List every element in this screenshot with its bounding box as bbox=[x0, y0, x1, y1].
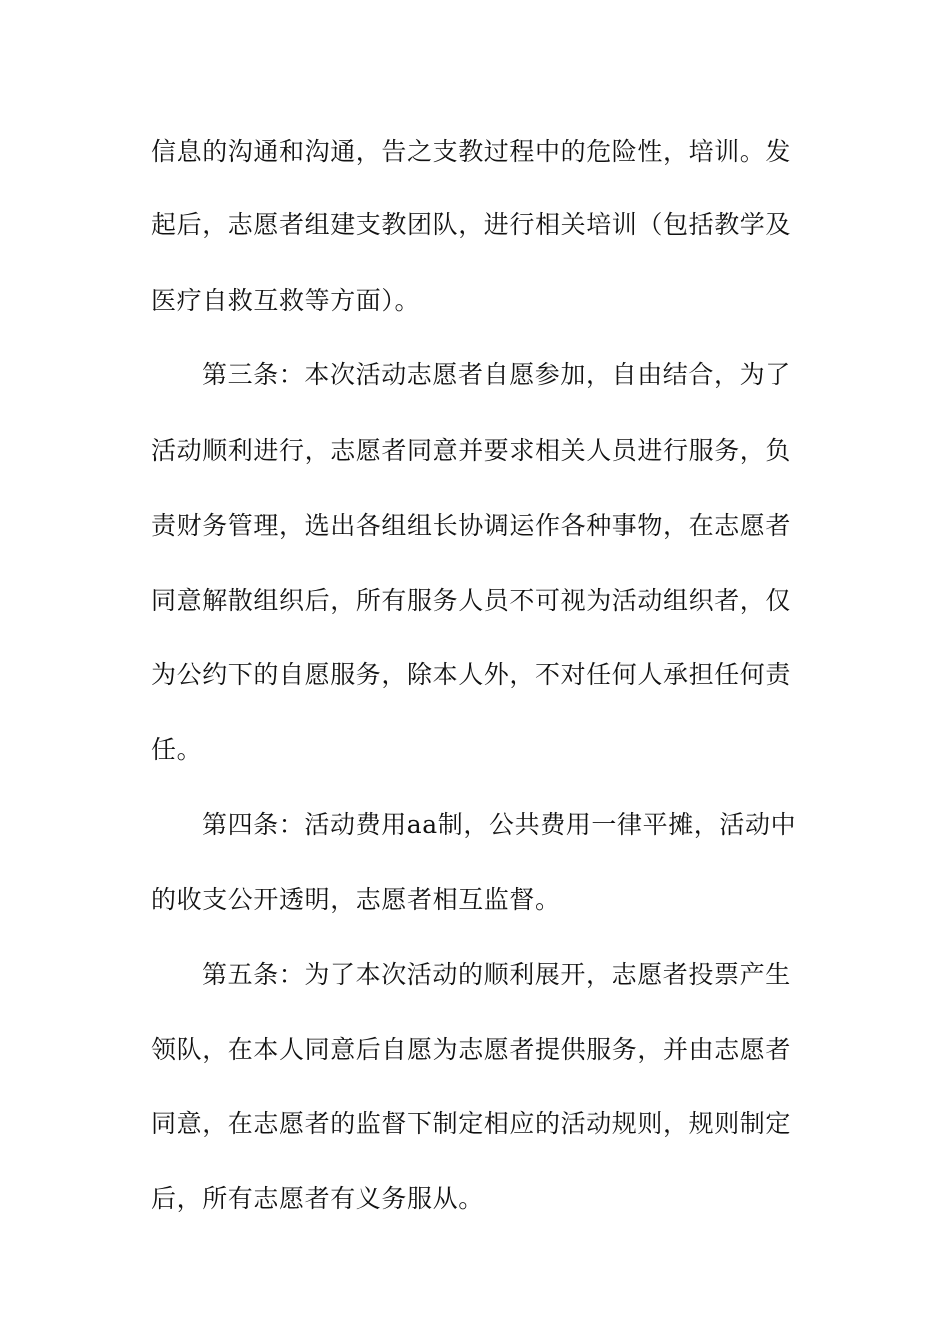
paragraph-line: 信息的沟通和沟通，告之支教过程中的危险性，培训。发 bbox=[151, 137, 792, 166]
paragraph-line: 任。 bbox=[151, 735, 203, 764]
article-4-first-line: 第四条：活动费用aa制，公共费用一律平摊，活动中 bbox=[202, 810, 797, 839]
paragraph-line: 同意，在志愿者的监督下制定相应的活动规则，规则制定 bbox=[151, 1109, 792, 1138]
article-5-first-line: 第五条：为了本次活动的顺利展开，志愿者投票产生 bbox=[202, 960, 791, 989]
paragraph-line: 同意解散组织后，所有服务人员不可视为活动组织者，仅 bbox=[151, 586, 792, 615]
paragraph-line: 的收支公开透明，志愿者相互监督。 bbox=[151, 885, 561, 914]
paragraph-line: 活动顺利进行，志愿者同意并要求相关人员进行服务，负 bbox=[151, 436, 792, 465]
paragraph-line: 领队，在本人同意后自愿为志愿者提供服务，并由志愿者 bbox=[151, 1035, 792, 1064]
paragraph-line: 责财务管理，选出各组组长协调运作各种事物，在志愿者 bbox=[151, 511, 792, 540]
paragraph-line: 为公约下的自愿服务，除本人外，不对任何人承担任何责 bbox=[151, 660, 792, 689]
paragraph-line: 起后，志愿者组建支教团队，进行相关培训（包括教学及 bbox=[151, 210, 792, 239]
article-3-first-line: 第三条：本次活动志愿者自愿参加，自由结合，为了 bbox=[202, 360, 791, 389]
paragraph-line: 后，所有志愿者有义务服从。 bbox=[151, 1184, 484, 1213]
paragraph-line: 医疗自救互救等方面）。 bbox=[151, 286, 421, 315]
